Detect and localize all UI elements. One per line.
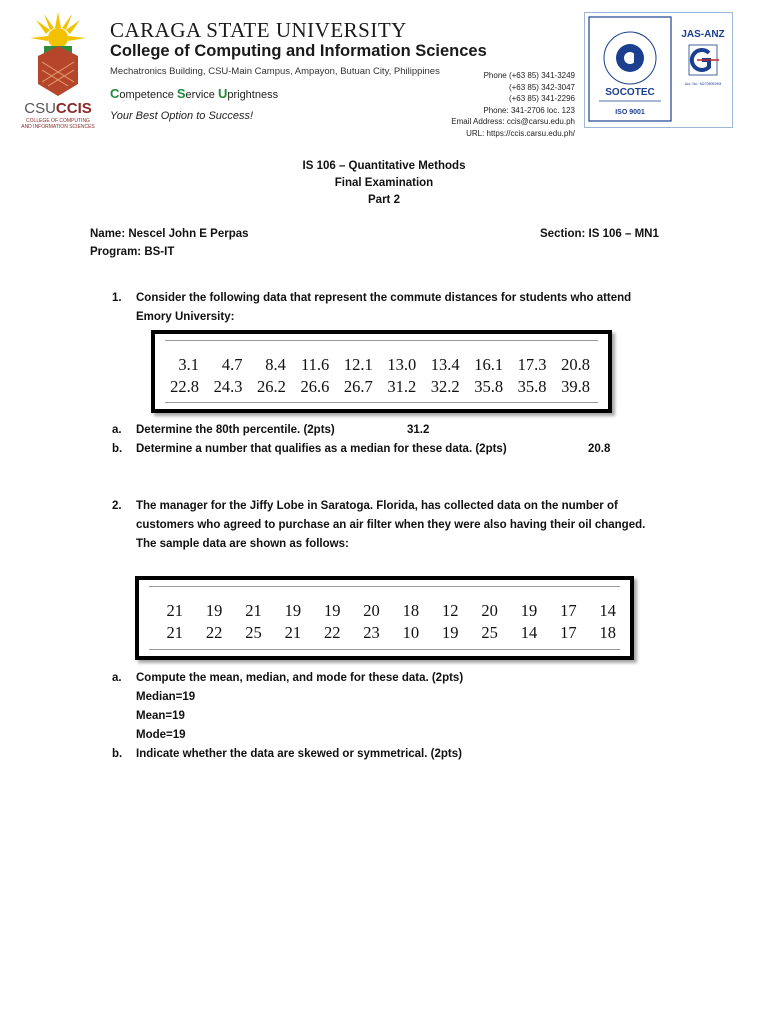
question-2a-label: a. [112, 672, 122, 684]
question-1a-answer: 31.2 [407, 424, 430, 436]
contact-line: Phone: 341-2706 loc. 123 [483, 105, 575, 115]
university-name: CARAGA STATE UNIVERSITY [110, 18, 407, 42]
table-cell: 10 [402, 623, 420, 642]
student-section: Section: IS 106 – MN1 [540, 228, 659, 240]
table-cell: 35.8 [517, 377, 547, 396]
question-2b-text: Indicate whether the data are skewed or symmetrical. (2pts) [136, 748, 462, 760]
course-title: IS 106 – Quantitative Methods [302, 160, 466, 172]
question-1-text: Consider the following data that represent the commute distances for students who attend [136, 292, 632, 304]
table-cell: 16.1 [474, 355, 504, 374]
table-cell: 12.1 [343, 355, 373, 374]
answer-median: Median=19 [136, 691, 196, 703]
table-cell: 26.7 [343, 377, 373, 396]
iso-text: ISO 9001 [615, 109, 645, 116]
socotec-text: SOCOTEC [605, 87, 655, 98]
table-cell: 32.2 [430, 377, 460, 396]
contact-line: Phone (+63 85) 341-3249 [483, 71, 575, 80]
table-cell: 26.6 [300, 377, 330, 396]
table-row [165, 355, 598, 375]
table-row [149, 601, 620, 621]
contact-info [451, 70, 575, 139]
question-1a-text: Determine the 80th percentile. (2pts) [136, 424, 335, 436]
jas-anz-text: JAS-ANZ [681, 29, 725, 40]
table-cell: 35.8 [474, 377, 504, 396]
table-cell: 3.1 [178, 355, 199, 374]
question-2b-label: b. [112, 748, 123, 760]
question-1a-label: a. [112, 424, 122, 436]
table-cell: 17.3 [517, 355, 547, 374]
table-cell: 11.6 [301, 355, 330, 374]
table-cell: 20.8 [561, 355, 590, 374]
table-cell: 22.8 [170, 377, 199, 396]
question-2a-text: Compute the mean, median, and mode for these data. (2pts) [136, 672, 464, 684]
question-2-text-continued: The sample data are shown as follows: [136, 538, 349, 550]
commute-data-table [151, 330, 612, 413]
table-cell: 21 [245, 601, 262, 620]
table-cell: 17 [560, 623, 577, 642]
question-2-text: The manager for the Jiffy Lobe in Saratoga. Florida, has collected data on the number of [136, 500, 618, 512]
question-2-text-continued: customers who agreed to purchase an air filter when they were also having their oil changed. [136, 519, 646, 531]
table-cell: 17 [560, 601, 577, 620]
question-2-number: 2. [112, 500, 122, 512]
table-cell: 20 [481, 601, 498, 620]
table-cell: 13.0 [387, 355, 417, 374]
tagline: Your Best Option to Success! [110, 110, 254, 122]
question-1b-text: Determine a number that qualifies as a median for these data. (2pts) [136, 443, 507, 455]
table-cell: 21 [166, 601, 183, 620]
table-cell: 19 [205, 601, 223, 620]
table-cell: 12 [442, 601, 459, 620]
contact-email: Email Address: ccis@carsu.edu.ph [451, 117, 575, 126]
certification-badges [584, 12, 733, 128]
table-cell: 22 [205, 623, 223, 642]
table-cell: 19 [323, 601, 341, 620]
table-cell: 18 [402, 601, 420, 620]
svg-text:AND INFORMATION SCIENCES: AND INFORMATION SCIENCES [21, 124, 95, 130]
table-cell: 31.2 [387, 377, 417, 396]
jas-anz-accreditation-text: Acc. No.: M27080529M [684, 82, 722, 86]
exam-part: Part 2 [368, 194, 400, 206]
table-cell: 24.3 [213, 377, 243, 396]
table-cell: 13.4 [430, 355, 460, 374]
question-1-number: 1. [112, 292, 122, 304]
table-cell: 4.7 [221, 355, 243, 374]
table-cell: 19 [284, 601, 302, 620]
answer-mode: Mode=19 [136, 729, 186, 741]
table-cell: 14 [599, 601, 616, 620]
table-cell: 21 [166, 623, 183, 642]
student-name: Name: Nescel John E Perpas [90, 228, 249, 240]
table-cell: 23 [363, 623, 380, 642]
table-cell: 14 [520, 623, 538, 642]
question-1b-label: b. [112, 443, 123, 455]
exam-name: Final Examination [334, 177, 434, 189]
svg-text:CSUCCIS: CSUCCIS [24, 100, 92, 117]
csuccis-logo [16, 10, 100, 134]
answer-mean: Mean=19 [136, 710, 185, 722]
iso-certification-icon [585, 13, 732, 127]
table-cell: 20 [363, 601, 380, 620]
table-row [149, 623, 620, 643]
college-name: College of Computing and Information Sciences [110, 42, 487, 60]
table-cell: 19 [520, 601, 538, 620]
question-1-text-continued: Emory University: [136, 311, 235, 323]
college-address: Mechatronics Building, CSU-Main Campus, Ampayon, Butuan City, Philippines [110, 66, 440, 77]
table-cell: 19 [442, 623, 459, 642]
table-cell: 25 [481, 623, 498, 642]
table-cell: 8.4 [265, 355, 286, 374]
student-program: Program: BS-IT [90, 246, 175, 258]
motto: Competence Service Uprightness [110, 86, 279, 101]
contact-url: URL: https://ccis.carsu.edu.ph/ [466, 128, 575, 138]
contact-line: (+63 85) 342-3047 [508, 82, 575, 92]
sun-icon [30, 12, 86, 48]
table-cell: 39.8 [561, 377, 590, 396]
table-cell: 25 [245, 623, 262, 642]
table-row [165, 377, 598, 397]
table-cell: 22 [323, 623, 341, 642]
customer-data-table [135, 576, 634, 660]
svg-text:COLLEGE OF COMPUTING: COLLEGE OF COMPUTING [26, 118, 90, 124]
table-cell: 21 [284, 623, 302, 642]
contact-line: (+63 85) 341-2296 [508, 94, 575, 103]
question-1b-answer: 20.8 [588, 443, 611, 455]
table-cell: 26.2 [257, 377, 286, 396]
table-cell: 18 [599, 623, 616, 642]
exam-title [0, 158, 768, 209]
